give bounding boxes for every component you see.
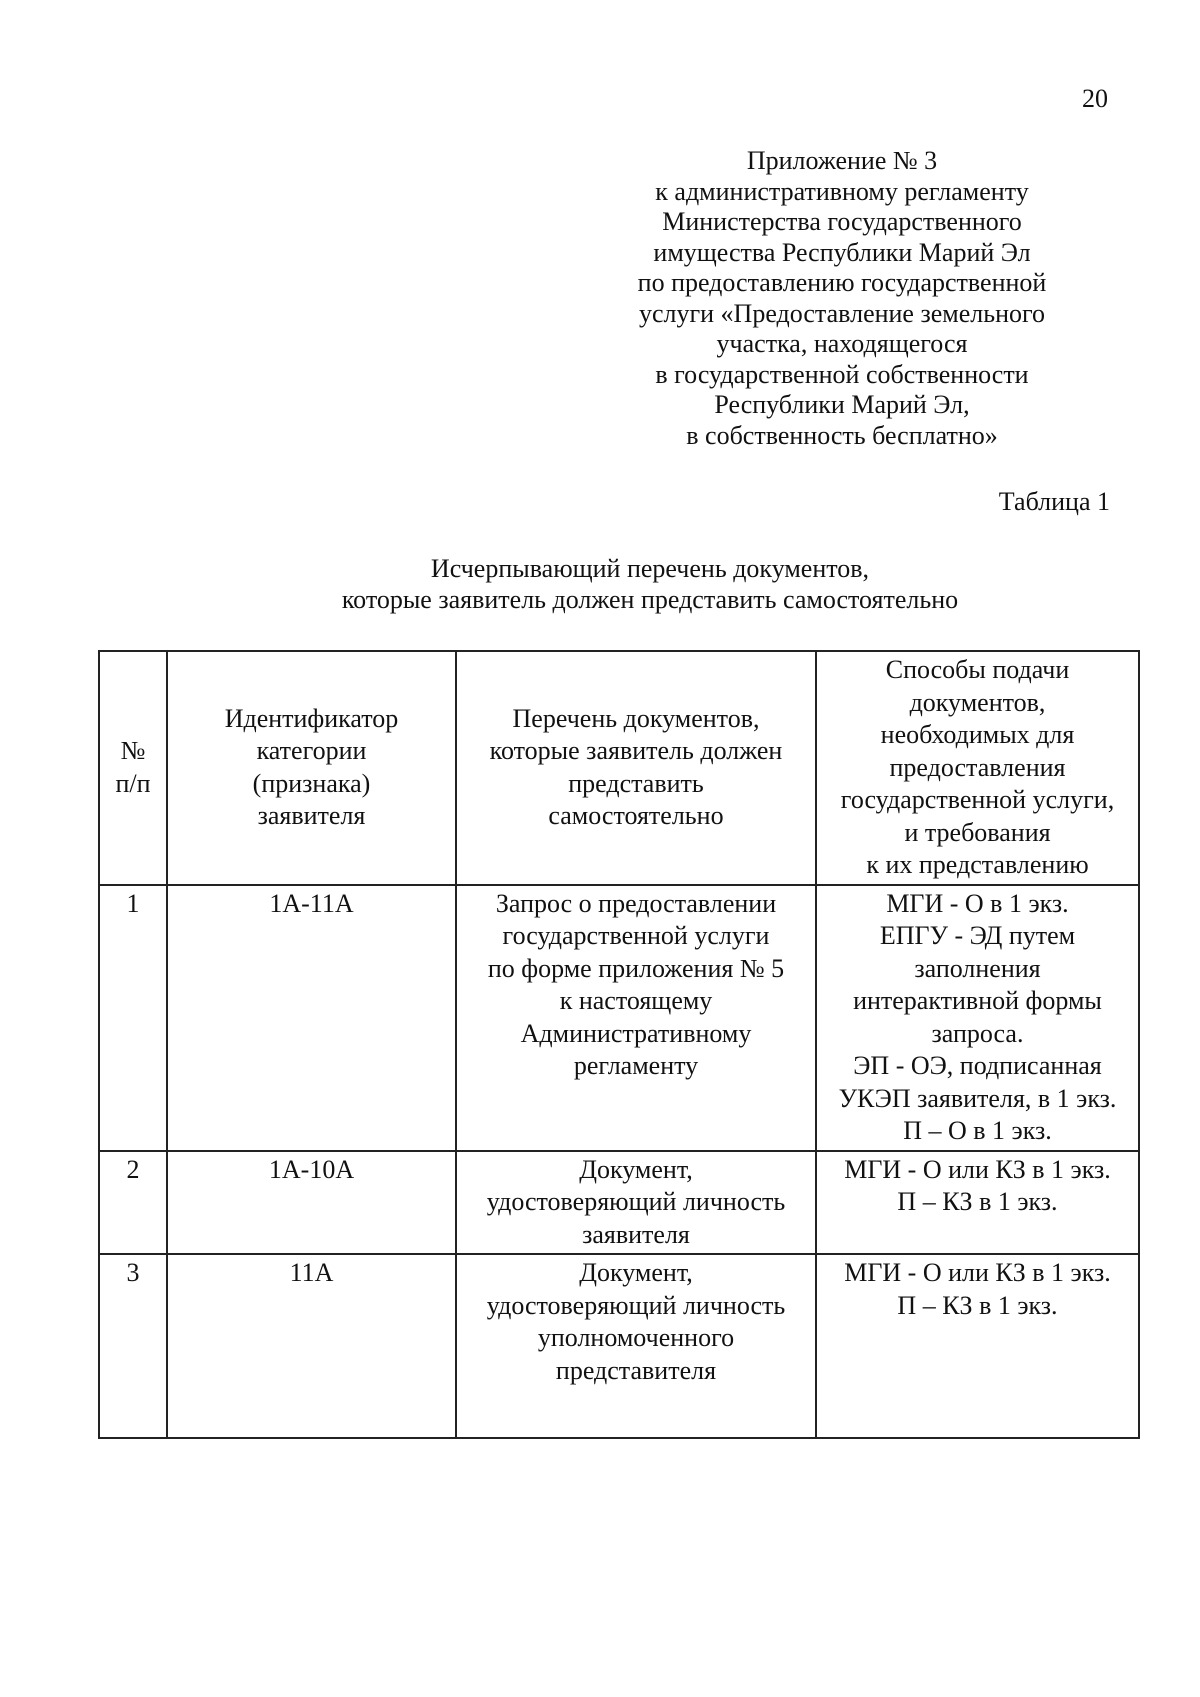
cell-line: удостоверяющий личность	[486, 1187, 786, 1216]
header-methods	[816, 651, 1139, 885]
cell-number: 1	[99, 885, 167, 1151]
header-line: к их представлению	[866, 850, 1089, 879]
cell-category: 1А-11А	[167, 885, 456, 1151]
header-number	[99, 651, 167, 885]
appendix-line: услуги «Предоставление земельного	[638, 298, 1046, 328]
cell-line: Документ,	[579, 1154, 693, 1184]
appendix-line: в государственной собственности	[655, 359, 1029, 389]
header-line: предоставления	[889, 752, 1066, 782]
header-category	[167, 651, 456, 885]
cell-line: П – КЗ в 1 экз.	[897, 1187, 1058, 1216]
document-title	[240, 553, 1060, 615]
appendix-line: Приложение № 3	[746, 146, 938, 175]
header-line: необходимых для	[880, 720, 1075, 749]
table-row	[99, 885, 1139, 1151]
cell-line: представителя	[555, 1355, 717, 1385]
header-line: №	[120, 736, 146, 766]
cell-document	[456, 1254, 816, 1438]
appendix-line: к административному регламенту	[655, 176, 1029, 206]
cell-line: регламенту	[573, 1051, 699, 1080]
appendix-line: участка, находящегося	[716, 329, 968, 358]
cell-category: 1А-10А	[167, 1151, 456, 1255]
cell-methods	[816, 885, 1139, 1151]
cell-line: П – О в 1 экз.	[903, 1116, 1052, 1145]
header-line: категории	[256, 736, 367, 766]
header-line: которые заявитель должен	[489, 736, 783, 766]
cell-document	[456, 1151, 816, 1255]
cell-line: к настоящему	[559, 986, 713, 1015]
header-line: представить	[568, 768, 704, 798]
cell-line: УКЭП заявителя, в 1 экз.	[838, 1083, 1117, 1113]
appendix-header	[612, 146, 1072, 451]
header-line: самостоятельно	[548, 801, 724, 831]
cell-line: заполнения	[914, 953, 1041, 983]
header-line: Способы подачи	[885, 655, 1070, 684]
cell-line: интерактивной формы	[853, 986, 1102, 1015]
appendix-line: по предоставлению государственной	[637, 268, 1047, 297]
documents-table	[98, 650, 1140, 1439]
cell-line: государственной услуги	[502, 921, 770, 950]
appendix-line: Министерства государственного	[662, 207, 1022, 236]
cell-document	[456, 885, 816, 1151]
cell-category: 11А	[167, 1254, 456, 1438]
header-line: Идентификатор	[224, 703, 399, 733]
header-line: и требования	[904, 817, 1051, 847]
cell-line: МГИ - О или КЗ в 1 экз.	[844, 1258, 1111, 1287]
header-line: документов,	[909, 687, 1046, 717]
header-line: государственной услуги,	[840, 785, 1115, 814]
cell-line: Административному	[520, 1018, 752, 1048]
cell-line: заявителя	[582, 1219, 690, 1249]
appendix-line: имущества Республики Марий Эл	[653, 237, 1031, 267]
cell-line: Запрос о предоставлении	[495, 888, 777, 918]
table-row	[99, 1254, 1139, 1438]
cell-methods	[816, 1254, 1139, 1438]
cell-methods	[816, 1151, 1139, 1255]
header-line: Перечень документов,	[512, 703, 760, 733]
cell-number: 3	[99, 1254, 167, 1438]
appendix-line: в собственность бесплатно»	[686, 420, 998, 450]
table-label: Таблица 1	[998, 487, 1110, 516]
cell-line: МГИ - О в 1 экз.	[886, 888, 1069, 918]
appendix-line: Республики Марий Эл,	[714, 390, 970, 419]
cell-line: П – КЗ в 1 экз.	[897, 1290, 1058, 1320]
page-number: 20	[1082, 84, 1108, 113]
header-line: п/п	[115, 768, 151, 798]
cell-line: ЭП - ОЭ, подписанная	[853, 1051, 1102, 1080]
cell-line: ЕПГУ - ЭД путем	[879, 921, 1076, 950]
header-line: (признака)	[252, 768, 371, 798]
title-line: которые заявитель должен представить самостоятельно	[341, 585, 959, 614]
cell-line: удостоверяющий личность	[486, 1290, 786, 1320]
cell-line: МГИ - О или КЗ в 1 экз.	[844, 1154, 1111, 1184]
table-header-row	[99, 651, 1139, 885]
table-row	[99, 1151, 1139, 1255]
title-line: Исчерпывающий перечень документов,	[430, 554, 870, 583]
cell-line: по форме приложения № 5	[487, 953, 785, 983]
cell-line: уполномоченного	[537, 1323, 735, 1352]
header-documents	[456, 651, 816, 885]
header-line: заявителя	[257, 801, 366, 831]
cell-number: 2	[99, 1151, 167, 1255]
cell-line: запроса.	[931, 1018, 1024, 1048]
cell-line: Документ,	[579, 1258, 693, 1287]
